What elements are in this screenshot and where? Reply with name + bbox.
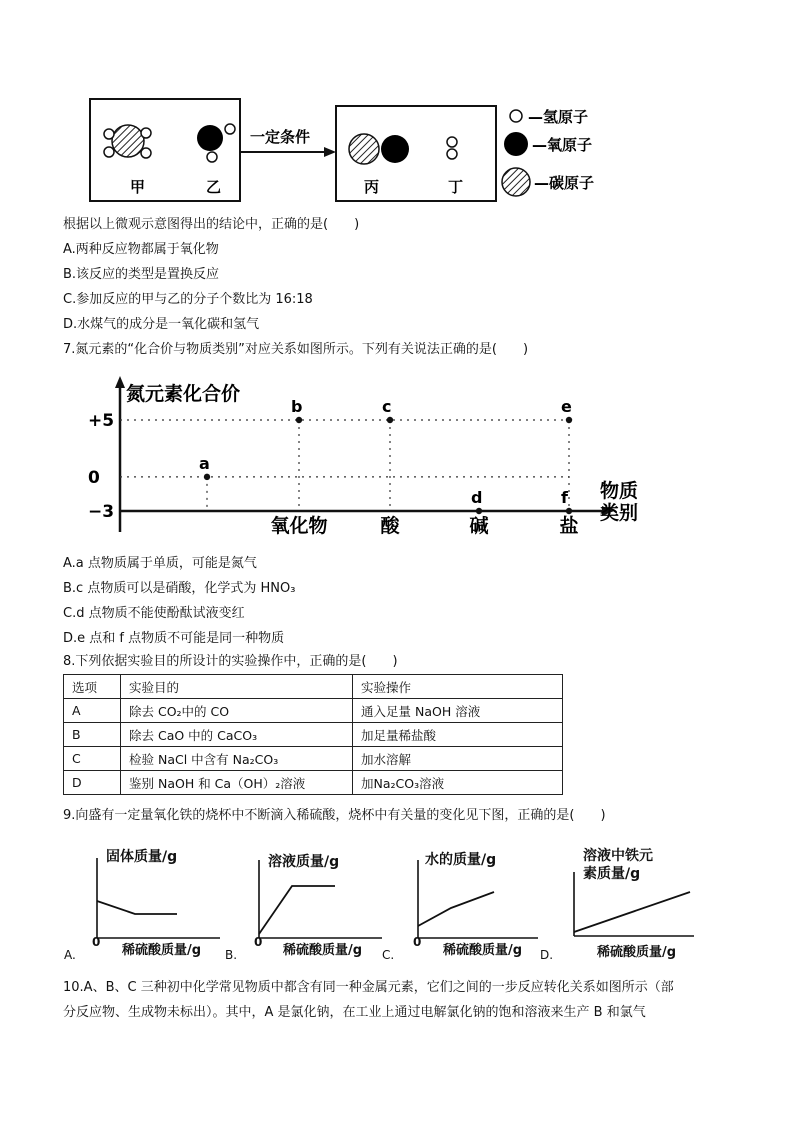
y-tick-label: −3	[88, 502, 115, 522]
oxygen-atom	[197, 125, 223, 151]
data-point-f	[566, 508, 572, 514]
legend-carbon-icon	[502, 168, 530, 196]
hydrogen-atom	[225, 124, 235, 134]
hydrogen-atom	[141, 128, 151, 138]
valence-chart	[80, 372, 660, 542]
table-row	[64, 771, 563, 795]
x-tick-label: 碱	[469, 515, 489, 537]
x-tick-label: 盐	[559, 515, 579, 537]
table-cell: 加水溶解	[353, 747, 563, 771]
table-cell: C	[64, 747, 121, 771]
hydrogen-atom	[447, 149, 457, 159]
graph-a-ylabel: 固体质量/g	[106, 849, 178, 865]
q7-option-b: B.c 点物质可以是硝酸，化学式为 HNO₃	[63, 581, 296, 596]
q6-option-a: A.两种反应物都属于氧化物	[63, 242, 219, 257]
q7-option-a: A.a 点物质属于单质，可能是氮气	[63, 556, 257, 571]
graph-d-plot	[562, 870, 712, 942]
oxygen-atom	[381, 135, 409, 163]
table-row	[64, 747, 563, 771]
data-point-c	[387, 417, 393, 423]
hydrogen-atom	[141, 148, 151, 158]
legend-hydrogen-icon	[510, 110, 522, 122]
x-tick-label: 氧化物	[270, 515, 328, 537]
graph-c-curve	[418, 892, 494, 926]
table-row	[64, 723, 563, 747]
y-axis-title: 氮元素化合价	[126, 383, 241, 405]
x-axis-title-part: 类别	[600, 502, 639, 524]
q6-stem: 根据以上微观示意图得出的结论中，正确的是( )	[63, 217, 360, 232]
legend-hydrogen: —氢原子	[528, 108, 589, 126]
table-header-row	[64, 675, 563, 699]
graph-b-curve	[259, 886, 335, 934]
graph-d-ylabel-line2: 素质量/g	[583, 866, 641, 882]
table-cell: D	[64, 771, 121, 795]
graph-a-xlabel: 稀硫酸质量/g	[122, 943, 202, 958]
graph-b-xlabel: 稀硫酸质量/g	[283, 943, 363, 958]
table-cell: A	[64, 699, 121, 723]
graph-b-option: B.	[225, 948, 238, 962]
graph-b-ylabel: 溶液质量/g	[268, 854, 340, 870]
q8-stem: 8.下列依据实验目的所设计的实验操作中，正确的是( )	[63, 654, 398, 669]
table-cell: 通入足量 NaOH 溶液	[353, 699, 563, 723]
x-axis-title	[600, 479, 638, 524]
label-bing: 丙	[364, 178, 380, 196]
label-ding: 丁	[448, 178, 464, 196]
q6-option-d: D.水煤气的成分是一氧化碳和氢气	[63, 317, 260, 332]
q10-line2: 分反应物、生成物未标出）。其中，A 是氯化钠，在工业上通过电解氯化钠的饱和溶液来生产 B 和氯气	[63, 1005, 646, 1020]
table-header-cell: 选项	[64, 675, 121, 699]
graph-b-zero: 0	[254, 935, 263, 949]
table-cell: 鉴别 NaOH 和 Ca（OH）₂溶液	[121, 771, 353, 795]
y-tick-label: +5	[88, 411, 115, 431]
q10-line1: 10.A、B、C 三种初中化学常见物质中都含有同一种金属元素，它们之间的一步反应转化关系如图所示（部	[63, 980, 674, 995]
q7-option-c: C.d 点物质不能使酚酞试液变红	[63, 606, 245, 621]
table-cell: 加Na₂CO₃溶液	[353, 771, 563, 795]
point-label-d: d	[471, 488, 483, 507]
q6-option-c: C.参加反应的甲与乙的分子个数比为 16:18	[63, 292, 313, 307]
reaction-diagram	[88, 96, 668, 206]
data-point-b	[296, 417, 302, 423]
table-cell: 加足量稀盐酸	[353, 723, 563, 747]
point-label-e: e	[561, 397, 572, 416]
options-table	[63, 674, 563, 795]
hydrogen-atom	[447, 137, 457, 147]
q9-stem: 9.向盛有一定量氧化铁的烧杯中不断滴入稀硫酸，烧杯中有关量的变化见下图，正确的是( )	[63, 808, 606, 823]
point-label-b: b	[291, 397, 303, 416]
legend-oxygen: —氧原子	[532, 136, 593, 154]
legend-oxygen-icon	[504, 132, 528, 156]
y-tick-label: 0	[88, 467, 100, 488]
label-yi: 乙	[206, 178, 222, 196]
graph-c-plot	[406, 858, 556, 948]
table-cell: 除去 CO₂中的 CO	[121, 699, 353, 723]
q6-option-b: B.该反应的类型是置换反应	[63, 267, 220, 282]
graph-d-curve	[574, 892, 690, 932]
data-point-d	[476, 508, 482, 514]
x-axis-title-part: 物质	[600, 480, 639, 502]
q7-stem: 7.氮元素的“化合价与物质类别”对应关系如图所示。下列有关说法正确的是( )	[63, 342, 529, 357]
legend-carbon: —碳原子	[534, 174, 595, 192]
graph-c-ylabel: 水的质量/g	[425, 852, 497, 868]
data-point-e	[566, 417, 572, 423]
graph-a-curve	[97, 901, 177, 914]
x-tick-label: 酸	[380, 515, 400, 537]
graph-c-xlabel: 稀硫酸质量/g	[443, 943, 523, 958]
label-jia: 甲	[130, 178, 146, 196]
table-cell: 除去 CaO 中的 CaCO₃	[121, 723, 353, 747]
data-point-a	[204, 474, 210, 480]
table-header-cell: 实验目的	[121, 675, 353, 699]
graph-c-zero: 0	[413, 935, 422, 949]
graph-d-xlabel: 稀硫酸质量/g	[597, 945, 677, 960]
graph-a-zero: 0	[92, 935, 101, 949]
point-label-a: a	[199, 453, 210, 473]
hydrogen-atom	[104, 147, 114, 157]
y-axis-arrow	[115, 376, 125, 388]
hydrogen-atom	[104, 129, 114, 139]
graph-a-plot	[85, 856, 235, 946]
q7-option-d: D.e 点和 f 点物质不可能是同一种物质	[63, 631, 285, 646]
table-cell: B	[64, 723, 121, 747]
table-cell: 检验 NaCl 中含有 Na₂CO₃	[121, 747, 353, 771]
graph-c-option: C.	[382, 948, 395, 962]
carbon-atom	[112, 125, 144, 157]
graph-b-plot	[247, 858, 397, 948]
arrow-label: 一定条件	[250, 128, 311, 146]
graph-d-ylabel-line1: 溶液中铁元	[583, 848, 653, 864]
table-header-cell: 实验操作	[353, 675, 563, 699]
point-label-f: f	[561, 488, 568, 507]
carbon-atom	[349, 134, 379, 164]
graph-d-option: D.	[540, 948, 554, 962]
table-row	[64, 699, 563, 723]
arrow-head	[324, 147, 336, 157]
point-label-c: c	[382, 397, 392, 416]
graph-a-option: A.	[64, 948, 76, 962]
hydrogen-atom	[207, 152, 217, 162]
